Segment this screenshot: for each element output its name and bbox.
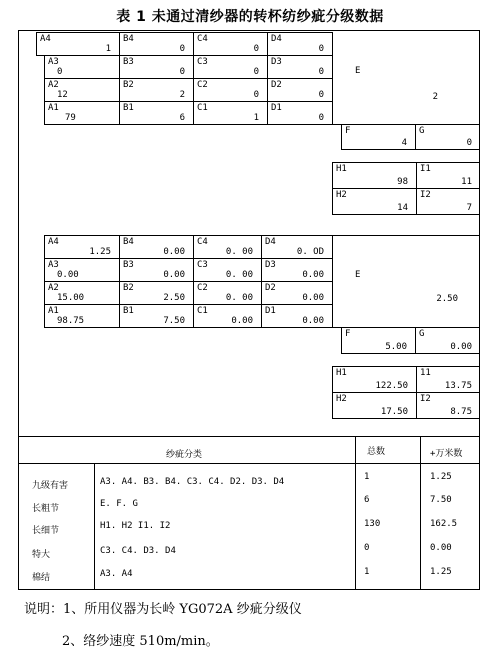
cell-a3-rate: A3 0.00 xyxy=(44,258,120,282)
summary-col-divider-1 xyxy=(94,463,95,590)
cell-d4: D4 0 xyxy=(267,32,333,56)
row-per-100k: 0.00 xyxy=(430,543,452,553)
cell-b1: B1 6 xyxy=(119,101,194,125)
cell-c3: C3 0 xyxy=(193,55,268,79)
cell-e: E 2 xyxy=(332,32,480,125)
cell-g: G 0 xyxy=(415,124,480,150)
cell-d2-rate: D2 0.00 xyxy=(261,281,333,305)
cell-h1: H1 98 xyxy=(332,162,417,189)
note-line-1: 说明：1、所用仪器为长岭 YG072A 纱疵分级仪 xyxy=(24,602,302,617)
row-total: 0 xyxy=(364,543,370,553)
row-total: 1 xyxy=(364,472,370,482)
cell-b1-rate: B1 7.50 xyxy=(119,304,194,328)
cell-e-rate: E 2.50 xyxy=(332,235,480,328)
cell-d3-rate: D3 0.00 xyxy=(261,258,333,282)
cell-d1-rate: D1 0.00 xyxy=(261,304,333,328)
row-name: 九级有害 xyxy=(32,481,69,491)
header-category: 纱疵分类 xyxy=(166,450,203,460)
row-per-100k: 1.25 xyxy=(430,472,452,482)
row-total: 6 xyxy=(364,495,370,505)
cell-c4-rate: C4 0. 00 xyxy=(193,235,262,259)
row-members: E. F. G xyxy=(100,499,138,509)
cell-c4: C4 0 xyxy=(193,32,268,56)
row-name: 长粗节 xyxy=(32,504,60,514)
cell-h2-rate: H2 17.50 xyxy=(332,392,417,419)
cell-i1: I1 11 xyxy=(416,162,480,189)
cell-i1-rate: 11 13.75 xyxy=(416,366,480,393)
cell-b4-rate: B4 0.00 xyxy=(119,235,194,259)
cell-d1: D1 0 xyxy=(267,101,333,125)
cell-d2: D2 0 xyxy=(267,78,333,102)
cell-b4: B4 0 xyxy=(119,32,194,56)
cell-a4: A4 1 xyxy=(36,32,120,56)
cell-h1-rate: H1 122.50 xyxy=(332,366,417,393)
row-total: 1 xyxy=(364,567,370,577)
row-members: C3. C4. D3. D4 xyxy=(100,546,176,556)
cell-c1: C1 1 xyxy=(193,101,268,125)
row-name: 特大 xyxy=(32,550,51,560)
table-title: 表 1 未通过清纱器的转杯纺纱疵分级数据 xyxy=(116,9,384,25)
row-members: A3. A4. B3. B4. C3. C4. D2. D3. D4 xyxy=(100,477,285,487)
cell-b2: B2 2 xyxy=(119,78,194,102)
cell-b2-rate: B2 2.50 xyxy=(119,281,194,305)
row-per-100k: 1.25 xyxy=(430,567,452,577)
cell-c1-rate: C1 0.00 xyxy=(193,304,262,328)
cell-h2: H2 14 xyxy=(332,188,417,215)
cell-a1: A1 79 xyxy=(44,101,120,125)
cell-c2: C2 0 xyxy=(193,78,268,102)
cell-d3: D3 0 xyxy=(267,55,333,79)
row-members: H1. H2 I1. I2 xyxy=(100,521,171,531)
row-total: 130 xyxy=(364,519,381,529)
cell-i2: I2 7 xyxy=(416,188,480,215)
cell-a3: A3 0 xyxy=(44,55,120,79)
header-total: 总数 xyxy=(367,447,386,457)
cell-g-rate: G 0.00 xyxy=(415,327,480,354)
cell-f-rate: F 5.00 xyxy=(341,327,416,354)
cell-f: F 4 xyxy=(341,124,416,150)
summary-header-border xyxy=(18,463,480,464)
cell-a1-rate: A1 98.75 xyxy=(44,304,120,328)
summary-col-divider-2 xyxy=(355,436,356,590)
summary-top-border xyxy=(18,436,480,437)
cell-b3: B3 0 xyxy=(119,55,194,79)
cell-d4-rate: D4 0. OD xyxy=(261,235,333,259)
cell-c3-rate: C3 0. 00 xyxy=(193,258,262,282)
cell-i2-rate: I2 8.75 xyxy=(416,392,480,419)
header-per-100k: +万米数 xyxy=(430,449,463,459)
row-name: 长细节 xyxy=(32,526,60,536)
row-per-100k: 7.50 xyxy=(430,495,452,505)
summary-col-divider-3 xyxy=(420,436,421,590)
cell-c2-rate: C2 0. 00 xyxy=(193,281,262,305)
row-name: 棉结 xyxy=(32,573,51,583)
cell-a2: A2 12 xyxy=(44,78,120,102)
cell-a2-rate: A2 15.00 xyxy=(44,281,120,305)
cell-b3-rate: B3 0.00 xyxy=(119,258,194,282)
row-members: A3. A4 xyxy=(100,569,133,579)
cell-a4-rate: A4 1.25 xyxy=(44,235,120,259)
note-line-2: 2、络纱速度 510m/min。 xyxy=(62,634,219,649)
row-per-100k: 162.5 xyxy=(430,519,458,529)
